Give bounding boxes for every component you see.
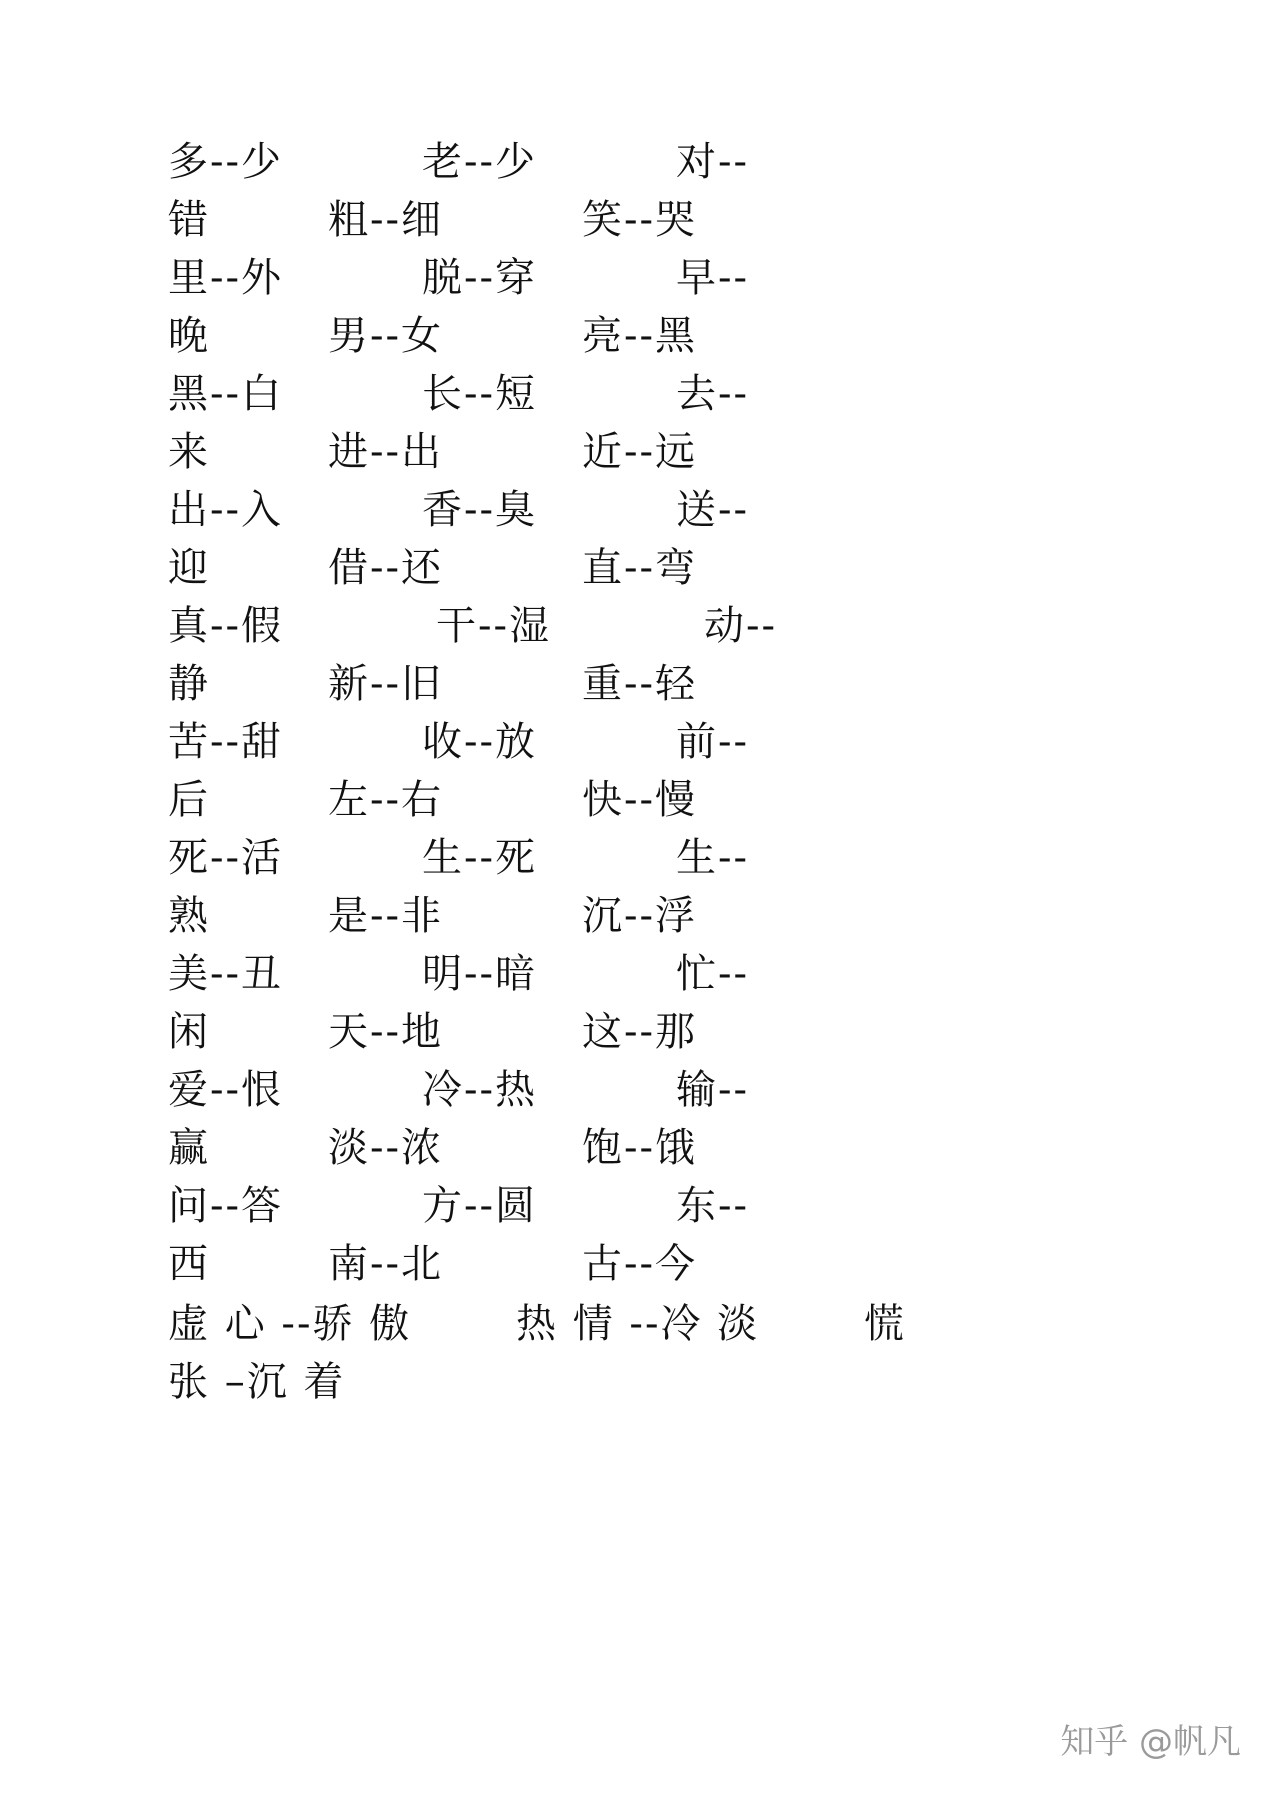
text-line [0, 1296, 1269, 1352]
text-line [0, 540, 1269, 596]
text-segment: 香--臭 [422, 487, 538, 533]
text-segment: 输-- [676, 1067, 750, 1113]
text-segment: 笑--哭 [582, 197, 698, 243]
text-segment: 南--北 [328, 1241, 444, 1287]
text-segment: 男--女 [328, 313, 444, 359]
text-segment: 老--少 [422, 139, 538, 185]
text-segment: 淡--浓 [328, 1125, 444, 1171]
text-line [0, 946, 1269, 1002]
text-segment: 西 [168, 1241, 210, 1287]
text-segment: 借--还 [328, 545, 444, 591]
text-segment: 热 情 --冷 淡 [516, 1301, 760, 1347]
text-segment: 干--湿 [436, 603, 552, 649]
text-segment: 静 [168, 661, 210, 707]
text-segment: 虚 心 --骄 傲 [168, 1301, 412, 1347]
text-segment: 明--暗 [422, 951, 538, 997]
text-segment: 冷--热 [422, 1067, 538, 1113]
text-line [0, 1004, 1269, 1060]
text-segment: 饱--饿 [582, 1125, 698, 1171]
text-line [0, 1062, 1269, 1118]
text-segment: 亮--黑 [582, 313, 698, 359]
text-line [0, 888, 1269, 944]
text-segment: 这--那 [582, 1009, 698, 1055]
text-segment: 动-- [704, 603, 778, 649]
text-segment: 忙-- [676, 951, 750, 997]
text-segment: 重--轻 [582, 661, 698, 707]
text-segment: 早-- [676, 255, 750, 301]
text-segment: 收--放 [422, 719, 538, 765]
text-segment: 赢 [168, 1125, 210, 1171]
text-line [0, 714, 1269, 770]
text-line [0, 1178, 1269, 1234]
text-segment: 里--外 [168, 255, 284, 301]
text-segment: 粗--细 [328, 197, 444, 243]
text-segment: 闲 [168, 1009, 210, 1055]
text-segment: 长--短 [422, 371, 538, 417]
text-segment: 苦--甜 [168, 719, 284, 765]
text-line [0, 482, 1269, 538]
text-segment: 是--非 [328, 893, 444, 939]
text-segment: 问--答 [168, 1183, 284, 1229]
text-segment: 前-- [676, 719, 750, 765]
text-segment: 方--圆 [422, 1183, 538, 1229]
text-line [0, 1236, 1269, 1292]
text-segment: 沉--浮 [582, 893, 698, 939]
text-line [0, 308, 1269, 364]
text-segment: 张 –沉 着 [168, 1359, 346, 1405]
text-line [0, 772, 1269, 828]
text-segment: 脱--穿 [422, 255, 538, 301]
text-segment: 直--弯 [582, 545, 698, 591]
text-segment: 进--出 [328, 429, 444, 475]
text-segment: 生-- [676, 835, 750, 881]
text-segment: 新--旧 [328, 661, 444, 707]
watermark-text: 知乎 @帆凡 [1060, 1722, 1241, 1762]
text-line [0, 424, 1269, 480]
text-segment: 古--今 [582, 1241, 698, 1287]
text-segment: 左--右 [328, 777, 444, 823]
text-segment: 对-- [676, 139, 750, 185]
text-segment: 黑--白 [168, 371, 284, 417]
text-segment: 死--活 [168, 835, 284, 881]
text-line [0, 1354, 1269, 1410]
text-line [0, 656, 1269, 712]
text-line [0, 134, 1269, 190]
text-segment: 爱--恨 [168, 1067, 284, 1113]
text-segment: 去-- [676, 371, 750, 417]
text-line [0, 830, 1269, 886]
text-segment: 后 [168, 777, 210, 823]
text-line [0, 192, 1269, 248]
text-line [0, 1120, 1269, 1176]
text-segment: 熟 [168, 893, 210, 939]
text-line [0, 366, 1269, 422]
text-segment: 美--丑 [168, 951, 284, 997]
text-segment: 迎 [168, 545, 210, 591]
text-segment: 晚 [168, 313, 210, 359]
text-segment: 错 [168, 197, 210, 243]
text-line [0, 250, 1269, 306]
text-segment: 来 [168, 429, 210, 475]
text-segment: 慌 [864, 1301, 906, 1347]
text-segment: 多--少 [168, 139, 284, 185]
text-segment: 生--死 [422, 835, 538, 881]
text-segment: 东-- [676, 1183, 750, 1229]
text-segment: 近--远 [582, 429, 698, 475]
text-segment: 出--入 [168, 487, 284, 533]
text-segment: 天--地 [328, 1009, 444, 1055]
text-line [0, 598, 1269, 654]
text-segment: 送-- [676, 487, 750, 533]
text-segment: 真--假 [168, 603, 284, 649]
text-segment: 快--慢 [582, 777, 698, 823]
